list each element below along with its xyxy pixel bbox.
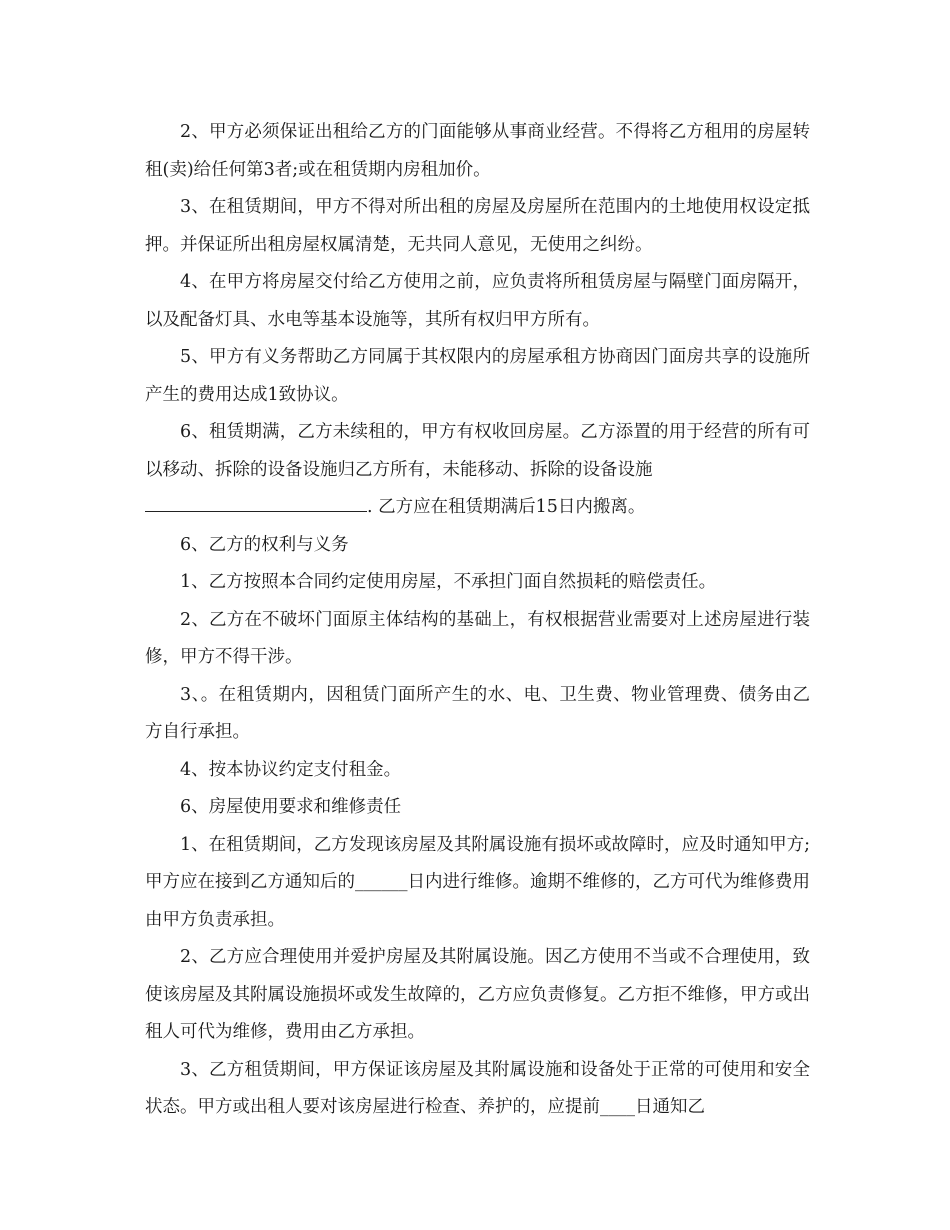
fill-in-blank xyxy=(145,497,367,512)
paragraph-continuation xyxy=(145,489,810,527)
paragraph: 4、在甲方将房屋交付给乙方使用之前，应负责将所租赁房屋与隔壁门面房隔开，以及配备灯具、水电等基本设施等，其所有权归甲方所有。 xyxy=(145,272,810,330)
section-heading: 6、乙方的权利与义务 xyxy=(180,534,349,555)
paragraph: 2、甲方必须保证出租给乙方的门面能够从事商业经营。不得将乙方租用的房屋转租(卖)给任何第3者;或在租赁期内房租加价。 xyxy=(145,122,810,180)
section-heading: 6、房屋使用要求和维修责任 xyxy=(180,797,402,817)
paragraph: 1、在租赁期间，乙方发现该房屋及其附属设施有损坏或故障时，应及时通知甲方;甲方应在接到乙方通知后的______日内进行维修。逾期不维修的，乙方可代为维修费用由甲方负责承担。 xyxy=(145,834,810,930)
paragraph: 3、在租赁期间，甲方不得对所出租的房屋及房屋所在范围内的土地使用权设定抵押。并保证所出租房屋权属清楚，无共同人意见，无使用之纠纷。 xyxy=(145,197,810,255)
paragraph: 3、乙方租赁期间，甲方保证该房屋及其附属设施和设备处于正常的可使用和安全状态。甲方或出租人要对该房屋进行检查、养护的，应提前____日通知乙 xyxy=(145,1059,810,1117)
paragraph: 3、。在租赁期内，因租赁门面所产生的水、电、卫生费、物业管理费、债务由乙方自行承担。 xyxy=(145,684,810,742)
paragraph: 6、租赁期满，乙方未续租的，甲方有权收回房屋。乙方添置的用于经营的所有可以移动、拆除的设备设施归乙方所有，未能移动、拆除的设备设施 xyxy=(145,422,810,480)
document-body xyxy=(145,114,810,1127)
paragraph: 2、乙方在不破坏门面原主体结构的基础上，有权根据营业需要对上述房屋进行装修，甲方不得干涉。 xyxy=(145,609,810,667)
paragraph: 4、按本协议约定支付租金。 xyxy=(180,759,402,780)
paragraph: 1、乙方按照本合同约定使用房屋，不承担门面自然损耗的赔偿责任。 xyxy=(180,572,717,592)
paragraph: 2、乙方应合理使用并爱护房屋及其附属设施。因乙方使用不当或不合理使用，致使该房屋及其附属设施损坏或发生故障的，乙方应负责修复。乙方拒不维修，甲方或出租人可代为维修，费用由乙方承担。 xyxy=(145,947,810,1042)
paragraph: 5、甲方有义务帮助乙方同属于其权限内的房屋承租方协商因门面房共享的设施所产生的费用达成1致协议。 xyxy=(145,347,810,405)
continuation-text: . 乙方应在租赁期满后15日内搬离。 xyxy=(367,497,646,517)
